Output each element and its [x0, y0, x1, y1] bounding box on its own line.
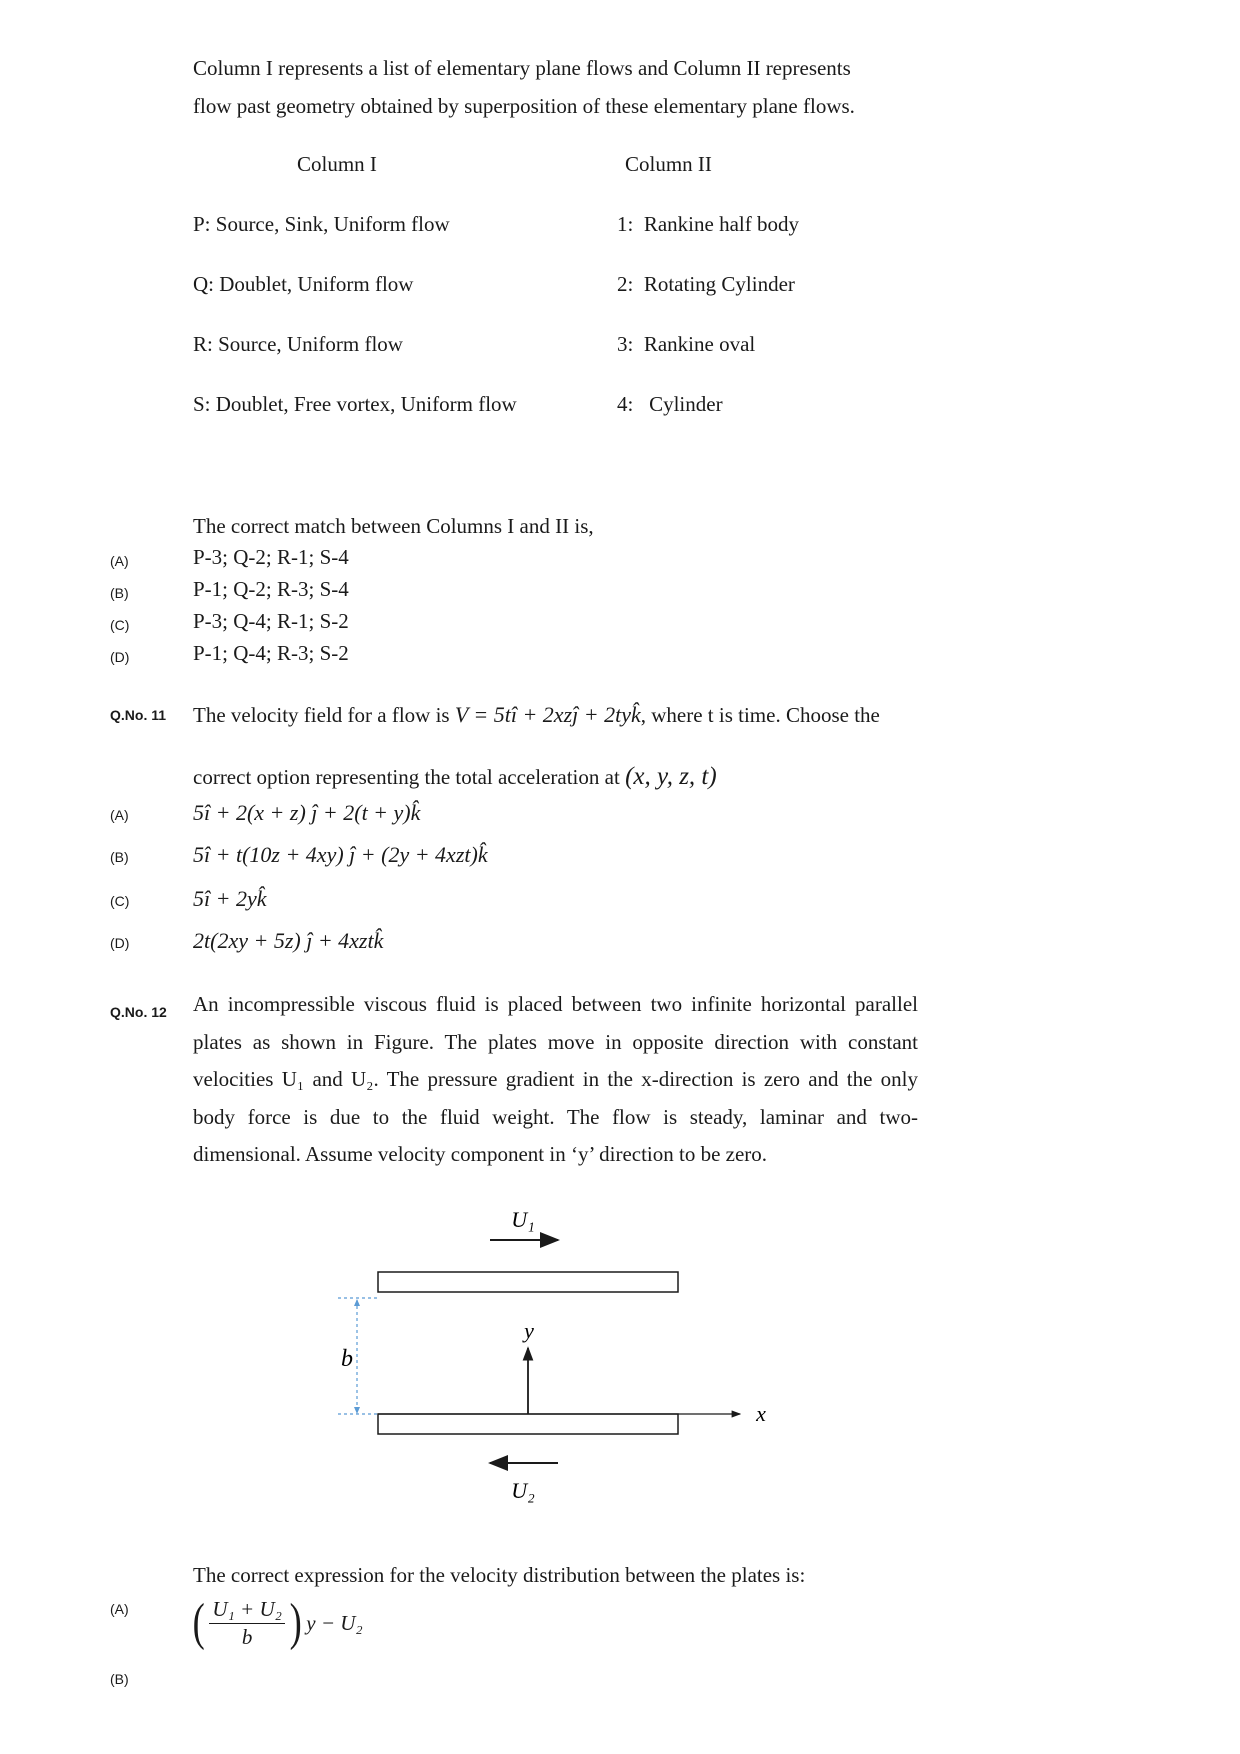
q11-velocity-equation: V = 5tî + 2xzĵ + 2tyk̂	[454, 702, 641, 727]
q11-option-c-label: (C)	[110, 893, 130, 909]
left-paren: (	[192, 1594, 205, 1651]
b-label: b	[341, 1346, 353, 1372]
column-1-item-p: P: Source, Sink, Uniform flow	[193, 212, 450, 236]
y-label: y	[524, 1318, 534, 1343]
q12-stem-after: The correct expression for the velocity distribution between the plates is:	[193, 1563, 806, 1587]
column-2-item-3: 3: Rankine oval	[617, 332, 756, 356]
q10-option-c-label: (C)	[110, 617, 130, 633]
intro-line-1: Column I represents a list of elementary plane flows and Column II represents	[193, 56, 851, 80]
q10-option-b: P-1; Q-2; R-3; S-4	[193, 577, 349, 601]
column-2-header: Column II	[625, 152, 712, 176]
q12-option-b-label: (B)	[110, 1671, 129, 1687]
top-plate	[378, 1272, 678, 1292]
x-label: x	[756, 1401, 766, 1426]
q12-stem-line-3: velocities U₁ and U₂. The pressure gradient in the x-direction is zero and the only	[193, 1067, 918, 1091]
u2-label: U₂	[511, 1478, 535, 1503]
q10-option-d: P-1; Q-4; R-3; S-2	[193, 641, 349, 665]
q11-option-c: 5î + 2yk̂	[193, 886, 267, 911]
q10-stem: The correct match between Columns I and II is,	[193, 514, 594, 538]
q12-number: Q.No. 12	[110, 1004, 167, 1020]
q11-option-a-label: (A)	[110, 807, 129, 823]
q11-option-b-label: (B)	[110, 849, 129, 865]
expression-tail: y − U₂	[306, 1610, 363, 1635]
q10-option-d-label: (D)	[110, 649, 130, 665]
q10-option-c: P-3; Q-4; R-1; S-2	[193, 609, 349, 633]
q10-option-a: P-3; Q-2; R-1; S-4	[193, 545, 349, 569]
q10-option-b-label: (B)	[110, 585, 129, 601]
q11-stem-post: , where t is time. Choose the	[640, 703, 880, 727]
column-2-item-4: 4: Cylinder	[617, 392, 723, 416]
column-2-item-2: 2: Rotating Cylinder	[617, 272, 795, 296]
q11-option-d: 2t(2xy + 5z) ĵ + 4xztk̂	[193, 928, 384, 953]
fraction-numerator: U₁ + U₂	[209, 1597, 285, 1624]
q11-stem-line-2-text: correct option representing the total acceleration at	[193, 765, 620, 789]
dimension-bottom-tip	[354, 1407, 360, 1414]
q11-option-d-label: (D)	[110, 935, 130, 951]
dimension-top-tip	[354, 1299, 360, 1306]
q11-number: Q.No. 11	[110, 707, 167, 723]
q10-option-a-label: (A)	[110, 553, 129, 569]
column-1-item-q: Q: Doublet, Uniform flow	[193, 272, 414, 296]
u1-label: U₁	[511, 1207, 535, 1232]
column-1-item-s: S: Doublet, Free vortex, Uniform flow	[193, 392, 517, 416]
fraction	[209, 1597, 285, 1650]
q12-stem-line-4: body force is due to the fluid weight. The flow is steady, laminar and two-	[193, 1104, 918, 1129]
q11-option-a: 5î + 2(x + z) ĵ + 2(t + y)k̂	[193, 800, 421, 825]
q12-option-a-label: (A)	[110, 1601, 129, 1617]
bottom-plate	[378, 1414, 678, 1434]
fraction-denominator: b	[241, 1624, 253, 1649]
intro-line-2: flow past geometry obtained by superposition of these elementary plane flows.	[193, 93, 855, 118]
q12-stem-line-5: dimensional. Assume velocity component in ‘y’ direction to be zero.	[193, 1142, 768, 1166]
q12-stem-line-1: An incompressible viscous fluid is placed between two infinite horizontal parallel	[193, 992, 918, 1016]
q11-stem-pre: The velocity field for a flow is	[193, 703, 450, 727]
column-2-item-1: 1: Rankine half body	[617, 212, 799, 236]
q11-option-b: 5î + t(10z + 4xy) ĵ + (2y + 4xzt)k̂	[193, 842, 488, 867]
q11-point: (x, y, z, t)	[625, 763, 717, 790]
column-1-item-r: R: Source, Uniform flow	[193, 332, 403, 356]
column-1-header: Column I	[297, 152, 377, 176]
q12-stem-line-2: plates as shown in Figure. The plates move in opposite direction with constant	[193, 1029, 918, 1054]
q12-option-a	[190, 1593, 363, 1653]
right-paren: )	[289, 1594, 302, 1651]
